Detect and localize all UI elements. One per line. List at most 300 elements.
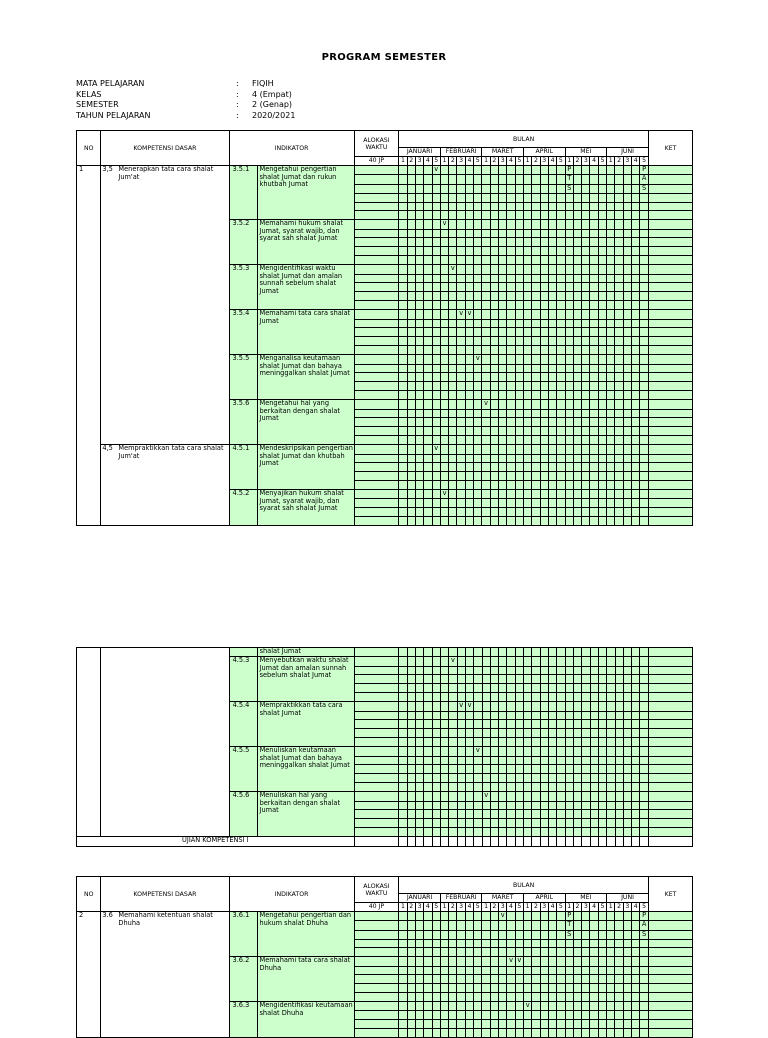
week-cell (557, 427, 565, 436)
week-cell (424, 400, 432, 410)
week-cell (482, 346, 490, 355)
week-cell (424, 517, 432, 526)
week-cell (532, 328, 540, 337)
week-number: 3 (623, 157, 631, 166)
week-cell (507, 373, 515, 382)
week-cell (540, 738, 548, 747)
week-cell (548, 930, 556, 939)
week-cell (482, 738, 490, 747)
week-cell (457, 792, 465, 802)
week-cell (540, 436, 548, 445)
week-cell (557, 319, 565, 328)
kompetensi-dasar-cell (101, 166, 229, 445)
week-cell (573, 310, 581, 320)
week-cell (640, 346, 649, 355)
week-number: 3 (499, 157, 507, 166)
week-cell (623, 993, 631, 1002)
week-cell (582, 175, 590, 184)
indikator-cell (229, 912, 354, 957)
week-cell (507, 490, 515, 499)
week-cell (457, 463, 465, 472)
alokasi-cell (354, 828, 399, 837)
week-cell (582, 666, 590, 675)
schedule-mark: S (565, 184, 573, 193)
week-cell (440, 1020, 448, 1029)
week-cell (465, 939, 473, 948)
week-cell (615, 948, 623, 957)
week-cell (424, 984, 432, 993)
week-cell (499, 238, 507, 247)
week-cell (440, 1011, 448, 1020)
week-cell (440, 675, 448, 684)
week-cell (540, 648, 548, 657)
week-cell (407, 418, 415, 427)
week-cell (507, 756, 515, 765)
week-cell (490, 1029, 498, 1038)
week-cell (557, 783, 565, 792)
week-cell (582, 256, 590, 265)
week-cell (499, 792, 507, 802)
week-cell (457, 454, 465, 463)
week-cell (515, 921, 523, 930)
week-cell (449, 783, 457, 792)
week-cell (590, 499, 598, 508)
week-cell (449, 711, 457, 720)
week-cell (507, 966, 515, 975)
week-cell (424, 175, 432, 184)
week-cell (623, 238, 631, 247)
week-cell (457, 220, 465, 230)
week-cell (532, 984, 540, 993)
week-cell (507, 454, 515, 463)
week-cell (407, 939, 415, 948)
week-cell (623, 984, 631, 993)
week-cell (482, 382, 490, 391)
week-cell (440, 202, 448, 211)
week-cell (440, 472, 448, 481)
week-cell (399, 445, 407, 455)
week-cell (515, 355, 523, 365)
schedule-mark: v (515, 957, 523, 967)
week-cell (474, 765, 482, 774)
week-cell (565, 400, 573, 410)
week-cell (615, 675, 623, 684)
week-cell (640, 957, 649, 967)
week-cell (590, 1002, 598, 1011)
week-cell (573, 939, 581, 948)
week-cell (582, 373, 590, 382)
week-cell (640, 373, 649, 382)
week-cell (440, 939, 448, 948)
week-cell (440, 175, 448, 184)
ket-cell (648, 957, 692, 967)
week-cell (449, 837, 457, 847)
alokasi-cell (354, 684, 399, 693)
week-cell (532, 247, 540, 256)
week-cell (582, 738, 590, 747)
week-cell (540, 508, 548, 517)
col-no-header: NO (77, 131, 101, 166)
week-cell (557, 648, 565, 657)
week-cell (399, 175, 407, 184)
week-cell (523, 202, 531, 211)
week-cell (598, 984, 606, 993)
week-cell (515, 939, 523, 948)
week-cell (449, 508, 457, 517)
week-cell (457, 283, 465, 292)
week-cell (565, 684, 573, 693)
week-cell (598, 391, 606, 400)
week-cell (548, 948, 556, 957)
week-cell (457, 747, 465, 757)
week-cell (515, 337, 523, 346)
week-cell (399, 792, 407, 802)
week-cell (523, 508, 531, 517)
week-cell (507, 472, 515, 481)
week-cell (399, 184, 407, 193)
week-cell (465, 783, 473, 792)
week-cell (640, 729, 648, 738)
week-cell (490, 675, 498, 684)
week-cell (457, 801, 465, 810)
week-cell (582, 939, 590, 948)
week-cell (557, 175, 565, 184)
week-cell (507, 921, 515, 930)
week-cell (582, 912, 590, 921)
week-cell (623, 436, 631, 445)
week-cell (590, 801, 598, 810)
week-cell (523, 373, 531, 382)
week-cell (557, 774, 565, 783)
week-cell (557, 454, 565, 463)
week-cell (582, 648, 590, 657)
meta-sep: : (236, 79, 239, 88)
week-cell (416, 666, 424, 675)
week-cell (432, 930, 440, 939)
week-cell (598, 810, 606, 819)
week-cell (582, 319, 590, 328)
meta-label: KELAS (76, 89, 102, 99)
week-cell (449, 490, 457, 499)
week-cell (582, 409, 590, 418)
week-cell (540, 720, 548, 729)
week-cell (540, 256, 548, 265)
week-cell (632, 711, 640, 720)
week-cell (623, 729, 631, 738)
week-cell (557, 756, 565, 765)
week-cell (632, 238, 640, 247)
week-cell (407, 693, 415, 702)
week-cell (474, 184, 482, 193)
ket-cell (648, 729, 692, 738)
week-cell (523, 436, 531, 445)
week-cell (540, 1020, 548, 1029)
week-cell (407, 711, 415, 720)
week-cell (573, 738, 581, 747)
week-cell (499, 220, 507, 230)
alokasi-cell (354, 265, 399, 275)
schedule-mark: v (457, 702, 465, 712)
week-cell (640, 391, 649, 400)
ket-cell (648, 801, 692, 810)
month-header: FEBRUARI (440, 148, 482, 157)
week-number: 1 (440, 157, 448, 166)
week-cell (490, 774, 498, 783)
week-cell (515, 1029, 523, 1038)
schedule-mark: v (474, 747, 482, 757)
week-number: 3 (415, 157, 423, 166)
week-cell (399, 957, 407, 967)
week-cell (623, 292, 631, 301)
week-cell (515, 265, 523, 275)
week-cell (415, 454, 423, 463)
alokasi-cell (354, 400, 399, 410)
indikator-text: Menuliskan hal yang berkaitan dengan shalat Jumat (259, 791, 341, 815)
week-cell (415, 984, 423, 993)
week-cell (540, 184, 548, 193)
week-cell (474, 729, 482, 738)
week-cell (507, 993, 515, 1002)
week-cell (415, 966, 423, 975)
week-cell (432, 939, 440, 948)
week-cell (590, 481, 598, 490)
week-cell (548, 409, 556, 418)
week-number: 2 (407, 903, 415, 912)
week-cell (424, 819, 432, 828)
week-cell (407, 984, 415, 993)
week-cell (632, 256, 640, 265)
week-cell (557, 684, 565, 693)
week-cell (507, 346, 515, 355)
week-cell (590, 472, 598, 481)
week-cell (499, 409, 507, 418)
week-cell (590, 948, 598, 957)
schedule-mark: v (457, 310, 465, 320)
week-cell (532, 993, 540, 1002)
week-cell (590, 921, 598, 930)
week-cell (474, 364, 482, 373)
week-cell (598, 373, 606, 382)
month-header: MARET (482, 148, 524, 157)
week-cell (557, 283, 565, 292)
week-cell (590, 939, 598, 948)
week-cell (607, 472, 615, 481)
week-cell (573, 328, 581, 337)
week-cell (440, 837, 448, 847)
week-cell (557, 666, 565, 675)
week-cell (640, 810, 648, 819)
week-cell (557, 310, 565, 320)
week-cell (532, 957, 540, 967)
week-cell (399, 765, 407, 774)
week-number: 5 (474, 903, 482, 912)
week-cell (548, 1020, 556, 1029)
week-number: 1 (523, 903, 531, 912)
week-cell (548, 274, 556, 283)
week-cell (540, 229, 548, 238)
week-cell (623, 747, 631, 757)
week-cell (465, 472, 473, 481)
week-cell (573, 454, 581, 463)
week-cell (632, 481, 640, 490)
week-cell (573, 837, 581, 847)
week-cell (565, 720, 573, 729)
week-cell (615, 912, 623, 921)
ket-cell (648, 256, 692, 265)
week-cell (573, 184, 581, 193)
week-cell (590, 711, 598, 720)
week-cell (499, 993, 507, 1002)
week-cell (415, 193, 423, 202)
week-cell (415, 418, 423, 427)
week-cell (632, 1011, 640, 1020)
week-cell (598, 939, 606, 948)
week-cell (573, 490, 581, 499)
week-cell (582, 957, 590, 967)
week-cell (540, 310, 548, 320)
week-cell (399, 993, 407, 1002)
ket-cell (648, 355, 692, 365)
indikator-cell (229, 490, 354, 526)
week-cell (424, 1002, 432, 1011)
week-cell (515, 819, 523, 828)
indikator-cell (229, 657, 354, 702)
week-cell (532, 283, 540, 292)
week-cell (623, 711, 631, 720)
week-cell (474, 517, 482, 526)
week-cell (540, 175, 548, 184)
week-cell (399, 1020, 407, 1029)
week-cell (565, 657, 573, 667)
week-cell (607, 810, 615, 819)
week-cell (399, 463, 407, 472)
week-cell (407, 472, 415, 481)
week-cell (415, 975, 423, 984)
week-cell (640, 283, 649, 292)
week-cell (407, 499, 415, 508)
week-cell (399, 912, 407, 921)
week-cell (449, 346, 457, 355)
week-cell (457, 166, 465, 175)
week-cell (440, 292, 448, 301)
week-cell (540, 355, 548, 365)
week-cell (407, 819, 415, 828)
week-cell (490, 957, 498, 967)
week-cell (548, 463, 556, 472)
week-cell (524, 693, 532, 702)
week-cell (474, 256, 482, 265)
week-cell (399, 984, 407, 993)
week-cell (407, 274, 415, 283)
week-cell (557, 229, 565, 238)
week-cell (548, 957, 556, 967)
week-cell (632, 747, 640, 757)
week-cell (432, 648, 440, 657)
week-cell (482, 930, 490, 939)
week-cell (482, 319, 490, 328)
week-cell (407, 792, 415, 802)
week-cell (457, 1020, 465, 1029)
week-cell (540, 948, 548, 957)
alokasi-cell (354, 984, 399, 993)
week-cell (640, 765, 648, 774)
week-cell (415, 328, 423, 337)
week-cell (474, 373, 482, 382)
week-cell (407, 319, 415, 328)
week-cell (640, 427, 649, 436)
week-cell (523, 400, 531, 410)
week-cell (449, 720, 457, 729)
indikator-text: Menyebutkan waktu shalat Jumat dan amalan sunnah sebelum shalat Jumat (259, 656, 349, 680)
week-cell (607, 175, 615, 184)
week-cell (524, 828, 532, 837)
week-cell (474, 400, 482, 410)
week-cell (565, 765, 573, 774)
week-cell (407, 801, 415, 810)
week-cell (490, 948, 498, 957)
week-cell (449, 729, 457, 738)
week-cell (582, 774, 590, 783)
week-cell (465, 720, 473, 729)
week-cell (399, 193, 407, 202)
week-cell (532, 912, 540, 921)
week-cell (457, 499, 465, 508)
week-cell (399, 301, 407, 310)
week-cell (407, 912, 415, 921)
week-cell (432, 265, 440, 275)
week-cell (440, 966, 448, 975)
week-cell (615, 499, 623, 508)
week-cell (515, 666, 523, 675)
alokasi-cell (354, 1029, 399, 1038)
week-cell (449, 801, 457, 810)
week-cell (507, 274, 515, 283)
week-cell (499, 463, 507, 472)
week-cell (507, 301, 515, 310)
week-cell (598, 301, 606, 310)
week-cell (440, 702, 448, 712)
week-cell (590, 957, 598, 967)
ket-cell (648, 427, 692, 436)
week-cell (515, 310, 523, 320)
week-cell (482, 490, 490, 499)
week-cell (465, 765, 473, 774)
week-cell (499, 801, 507, 810)
week-cell (490, 720, 498, 729)
week-cell (540, 729, 548, 738)
week-cell (607, 292, 615, 301)
week-cell (499, 193, 507, 202)
week-cell (465, 1029, 473, 1038)
week-cell (407, 729, 415, 738)
week-cell (499, 747, 507, 757)
week-cell (474, 229, 482, 238)
week-cell (482, 837, 490, 847)
week-cell (640, 720, 648, 729)
week-cell (548, 984, 556, 993)
week-cell (432, 499, 440, 508)
indikator-text: Memahami tata cara shalat Jumat (259, 309, 351, 325)
week-cell (615, 391, 623, 400)
week-cell (457, 229, 465, 238)
week-cell (465, 666, 473, 675)
week-cell (440, 666, 448, 675)
week-cell (399, 738, 407, 747)
week-cell (523, 1020, 531, 1029)
week-cell (424, 193, 432, 202)
alokasi-cell (354, 310, 399, 320)
week-cell (416, 774, 424, 783)
